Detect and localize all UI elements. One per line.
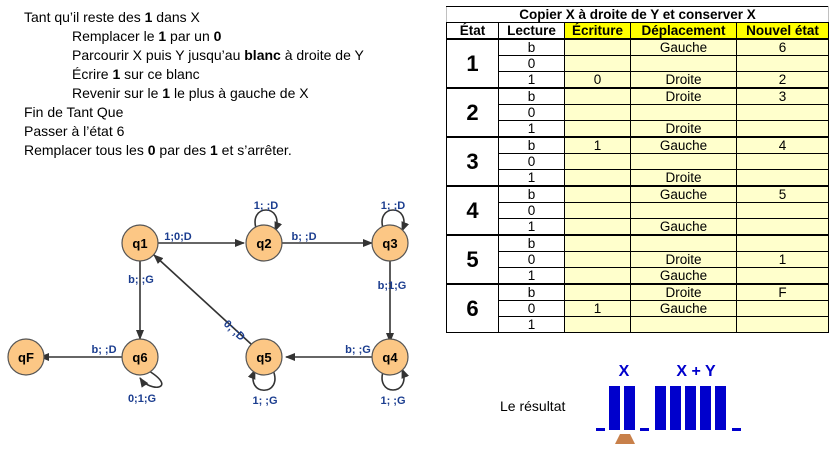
deplacement-cell: Gauche xyxy=(631,219,737,236)
algorithm-segment: Remplacer tous les xyxy=(24,142,148,158)
nouvel-etat-cell: 2 xyxy=(737,72,829,89)
ecriture-cell xyxy=(565,284,631,301)
nouvel-etat-cell xyxy=(737,235,829,252)
deplacement-cell: Droite xyxy=(631,252,737,268)
tape-x-label: X xyxy=(618,363,630,380)
nouvel-etat-cell xyxy=(737,301,829,317)
lecture-cell: b xyxy=(499,284,565,301)
algorithm-segment: 0 xyxy=(147,142,156,158)
state-diagram xyxy=(0,185,440,425)
nouvel-etat-cell xyxy=(737,154,829,170)
lecture-cell: 1 xyxy=(499,170,565,187)
nouvel-etat-cell xyxy=(737,56,829,72)
deplacement-cell: Gauche xyxy=(631,268,737,285)
tape-blank-1 xyxy=(596,428,605,431)
label-q1-q6: b; ;G xyxy=(128,274,154,286)
deplacement-cell: Gauche xyxy=(631,137,737,154)
ecriture-cell xyxy=(565,105,631,121)
algorithm-line xyxy=(24,27,364,46)
ecriture-cell xyxy=(565,219,631,236)
ecriture-cell xyxy=(565,186,631,203)
algorithm-segment: Fin de Tant Que xyxy=(24,104,124,120)
table-row xyxy=(447,137,829,154)
deplacement-cell xyxy=(631,203,737,219)
algorithm-line xyxy=(24,65,364,84)
algorithm-line xyxy=(24,8,364,27)
algorithm-segment: 1 xyxy=(210,142,218,158)
algorithm-segment: 1 xyxy=(144,9,153,25)
ecriture-cell: 1 xyxy=(565,137,631,154)
tape-blank-3 xyxy=(732,428,741,431)
deplacement-cell xyxy=(631,235,737,252)
nouvel-etat-cell: 1 xyxy=(737,252,829,268)
lecture-cell: 1 xyxy=(499,268,565,285)
algorithm-line xyxy=(24,122,364,141)
nouvel-etat-cell xyxy=(737,203,829,219)
header-etat: État xyxy=(447,23,499,40)
tape-x-cell-2 xyxy=(624,386,635,430)
deplacement-cell xyxy=(631,154,737,170)
header-deplacement: Déplacement xyxy=(631,23,737,40)
algorithm-segment: blanc xyxy=(244,47,281,63)
state-cell: 2 xyxy=(447,88,499,137)
deplacement-cell: Droite xyxy=(631,72,737,89)
tape-xy-cell-4 xyxy=(700,386,711,430)
state-cell: 5 xyxy=(447,235,499,284)
algorithm-segment: 1 xyxy=(158,28,167,44)
nouvel-etat-cell xyxy=(737,105,829,121)
algorithm-line xyxy=(24,103,364,122)
algorithm-segment: le plus à gauche de X xyxy=(170,85,309,101)
lecture-cell: 0 xyxy=(499,105,565,121)
table-row xyxy=(447,235,829,252)
deplacement-cell xyxy=(631,56,737,72)
lecture-cell: b xyxy=(499,137,565,154)
algorithm-line xyxy=(24,84,364,103)
algorithm-segment: Écrire xyxy=(72,66,113,82)
table-row xyxy=(447,219,829,236)
label-q5-q1: 0; ;D xyxy=(221,318,248,344)
lecture-cell: 1 xyxy=(499,317,565,333)
node-q2: q2 xyxy=(256,236,272,251)
table-row xyxy=(447,170,829,187)
tape-blank-2 xyxy=(640,428,649,431)
label-q1-q2: 1;0;D xyxy=(164,231,192,243)
algorithm-line xyxy=(24,141,364,160)
algorithm-segment: et s’arrêter. xyxy=(217,142,292,158)
table-row xyxy=(447,39,829,56)
algorithm-segment: 0 xyxy=(213,28,222,44)
table-row xyxy=(447,72,829,89)
algorithm-segment: Tant qu’il reste des xyxy=(24,9,145,25)
state-cell: 1 xyxy=(447,39,499,88)
algorithm-segment: par des xyxy=(155,142,210,158)
deplacement-cell: Gauche xyxy=(631,301,737,317)
ecriture-cell xyxy=(565,252,631,268)
deplacement-cell: Gauche xyxy=(631,186,737,203)
node-q5: q5 xyxy=(256,350,272,365)
deplacement-cell: Droite xyxy=(631,284,737,301)
lecture-cell: 1 xyxy=(499,121,565,138)
table-row xyxy=(447,301,829,317)
nouvel-etat-cell xyxy=(737,170,829,187)
table-row xyxy=(447,88,829,105)
ecriture-cell: 0 xyxy=(565,72,631,89)
ecriture-cell xyxy=(565,154,631,170)
label-loop-q6: 0;1;G xyxy=(127,393,157,405)
lecture-cell: 0 xyxy=(499,154,565,170)
lecture-cell: b xyxy=(499,186,565,203)
tape-head xyxy=(615,434,635,444)
table-row xyxy=(447,186,829,203)
result-tape xyxy=(560,360,760,450)
algorithm-segment: 1 xyxy=(162,85,171,101)
algorithm-segment: Remplacer le xyxy=(72,28,159,44)
algorithm-segment: Revenir sur le xyxy=(72,85,163,101)
tape-x-cell-1 xyxy=(609,386,620,430)
table-row xyxy=(447,154,829,170)
ecriture-cell xyxy=(565,235,631,252)
node-q1: q1 xyxy=(132,236,148,251)
state-cell: 3 xyxy=(447,137,499,186)
table-row xyxy=(447,252,829,268)
lecture-cell: 0 xyxy=(499,56,565,72)
node-q4: q4 xyxy=(382,350,398,365)
nouvel-etat-cell: 3 xyxy=(737,88,829,105)
state-cell: 6 xyxy=(447,284,499,333)
deplacement-cell xyxy=(631,105,737,121)
ecriture-cell xyxy=(565,121,631,138)
lecture-cell: 1 xyxy=(499,219,565,236)
table-title: Copier X à droite de Y et conserver X xyxy=(447,7,829,23)
ecriture-cell: 1 xyxy=(565,301,631,317)
label-loop-q5: 1; ;G xyxy=(252,395,278,407)
header-ecriture: Écriture xyxy=(565,23,631,40)
lecture-cell: 0 xyxy=(499,252,565,268)
nouvel-etat-cell xyxy=(737,268,829,285)
table-row xyxy=(447,203,829,219)
ecriture-cell xyxy=(565,88,631,105)
lecture-cell: 0 xyxy=(499,203,565,219)
lecture-cell: 1 xyxy=(499,72,565,89)
tape-xy-cell-2 xyxy=(670,386,681,430)
algorithm-text xyxy=(24,8,364,160)
table-row xyxy=(447,317,829,333)
result-label: Le résultat xyxy=(500,398,566,414)
algorithm-segment: par un xyxy=(166,28,214,44)
ecriture-cell xyxy=(565,203,631,219)
algorithm-segment: 1 xyxy=(112,66,121,82)
tape-xy-cell-5 xyxy=(715,386,726,430)
deplacement-cell xyxy=(631,317,737,333)
label-q6-qF: b; ;D xyxy=(91,344,117,356)
deplacement-cell: Droite xyxy=(631,88,737,105)
table-row xyxy=(447,284,829,301)
label-q4-q5: b; ;G xyxy=(345,344,371,356)
algorithm-segment: Parcourir X puis Y jusqu’au xyxy=(72,47,245,63)
node-q6: q6 xyxy=(132,350,148,365)
header-lecture: Lecture xyxy=(499,23,565,40)
ecriture-cell xyxy=(565,317,631,333)
algorithm-line xyxy=(24,46,364,65)
node-q3: q3 xyxy=(382,236,398,251)
lecture-cell: b xyxy=(499,88,565,105)
nouvel-etat-cell: F xyxy=(737,284,829,301)
state-cell: 4 xyxy=(447,186,499,235)
table-row xyxy=(447,56,829,72)
header-nouvel-etat: Nouvel état xyxy=(737,23,829,40)
algorithm-segment: dans X xyxy=(152,9,200,25)
ecriture-cell xyxy=(565,170,631,187)
deplacement-cell: Droite xyxy=(631,121,737,138)
label-loop-q2: 1; ;D xyxy=(253,200,279,212)
table-row xyxy=(447,121,829,138)
label-loop-q4: 1; ;G xyxy=(380,395,406,407)
nouvel-etat-cell xyxy=(737,317,829,333)
node-qF: qF xyxy=(18,350,34,365)
label-loop-q3: 1; ;D xyxy=(380,200,406,212)
nouvel-etat-cell xyxy=(737,121,829,138)
algorithm-segment: sur ce blanc xyxy=(120,66,200,82)
ecriture-cell xyxy=(565,39,631,56)
ecriture-cell xyxy=(565,268,631,285)
tape-xy-label: X + Y xyxy=(676,363,716,380)
table-row xyxy=(447,105,829,121)
lecture-cell: 0 xyxy=(499,301,565,317)
tape-xy-cell-1 xyxy=(655,386,666,430)
nouvel-etat-cell: 4 xyxy=(737,137,829,154)
lecture-cell: b xyxy=(499,39,565,56)
nouvel-etat-cell: 5 xyxy=(737,186,829,203)
table-row xyxy=(447,268,829,285)
deplacement-cell: Gauche xyxy=(631,39,737,56)
algorithm-segment: Passer à l’état 6 xyxy=(24,123,125,139)
nouvel-etat-cell xyxy=(737,219,829,236)
algorithm-segment: à droite de Y xyxy=(280,47,364,63)
tape-xy-cell-3 xyxy=(685,386,696,430)
lecture-cell: b xyxy=(499,235,565,252)
ecriture-cell xyxy=(565,56,631,72)
deplacement-cell: Droite xyxy=(631,170,737,187)
label-q2-q3: b; ;D xyxy=(291,231,317,243)
label-q3-q4: b;1;G xyxy=(377,280,407,292)
transition-table xyxy=(446,6,829,333)
nouvel-etat-cell: 6 xyxy=(737,39,829,56)
